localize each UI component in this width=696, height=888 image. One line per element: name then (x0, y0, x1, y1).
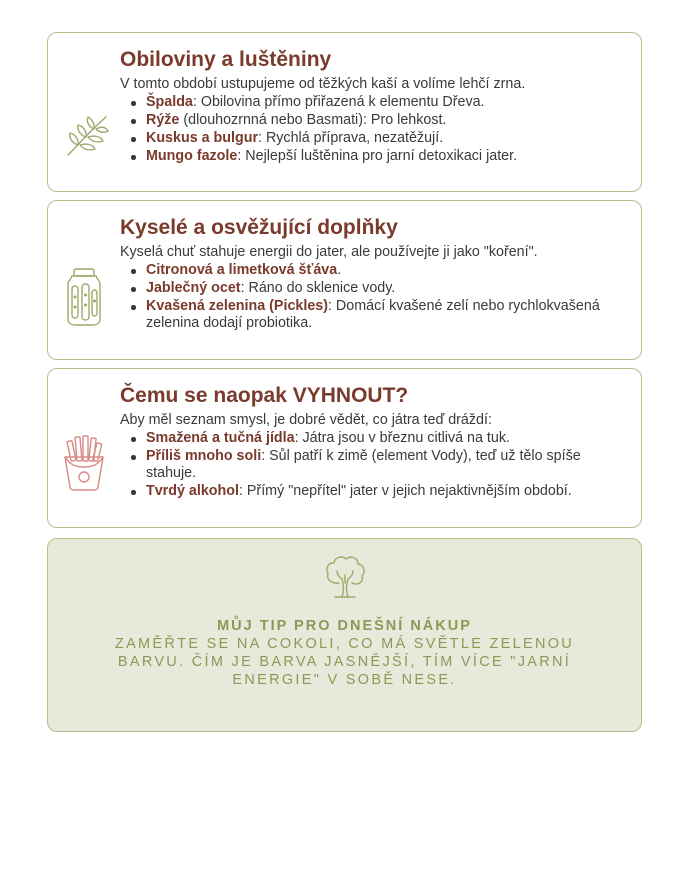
item-list (120, 430, 625, 500)
item-term: Příliš mnoho soli (146, 448, 262, 465)
section-card-sour (47, 200, 642, 360)
tip-box (47, 538, 642, 732)
list-item (146, 483, 625, 500)
section-title: Čemu se naopak VYHNOUT? (120, 384, 409, 407)
list-item (146, 112, 625, 129)
item-term: Kuskus a bulgur (146, 130, 259, 147)
item-term: Mungo fazole (146, 148, 238, 165)
list-item (146, 130, 625, 147)
tip-text: ZAMĚŘTE SE NA COKOLI, CO MÁ SVĚTLE ZELENOU BARVU. ČÍM JE BARVA JASNĚJŠÍ, TÍM VÍCE "JARNÍ ENERGIE" V SOBĚ NESE. (114, 636, 575, 688)
item-term: Citronová a limetková šťáva (146, 262, 338, 279)
item-text: : Přímý "nepřítel" jater v jejich nejaktivnějším období. (238, 483, 572, 500)
section-intro: V tomto období ustupujeme od těžkých kaší a volíme lehčí zrna. (120, 76, 526, 93)
item-term: Jablečný ocet (146, 280, 241, 297)
item-text: : Játra jsou v březnu citlivá na tuk. (294, 430, 510, 447)
item-term: Špalda (146, 94, 193, 111)
item-term: Smažená a tučná jídla (146, 430, 295, 447)
item-text: : Sůl patří k zimě (element Vody), teď už tělo spíše stahuje. (146, 448, 581, 482)
list-item (146, 280, 625, 297)
tree-icon (323, 553, 367, 604)
item-text: : Nejlepší luštěnina pro jarní detoxikaci jater. (237, 148, 518, 165)
section-card-grains (47, 32, 642, 192)
list-item (146, 94, 625, 111)
french-fries-icon (62, 435, 106, 496)
herb-sprig-icon (62, 111, 112, 166)
section-title: Kyselé a osvěžující doplňky (120, 216, 398, 239)
item-list (120, 94, 625, 165)
pickle-jar-icon (62, 267, 106, 332)
list-item (146, 298, 625, 332)
item-text: : Domácí kvašené zelí nebo rychlokvašená zelenina dodají probiotika. (146, 298, 600, 332)
tip-title: MŮJ TIP PRO DNEŠNÍ NÁKUP (217, 618, 472, 634)
item-term: Kvašená zelenina (Pickles) (146, 298, 328, 315)
list-item (146, 148, 625, 165)
list-item (146, 262, 625, 279)
item-text: : Rychlá příprava, nezatěžují. (258, 130, 444, 147)
section-title: Obiloviny a luštěniny (120, 48, 332, 71)
item-text: . (337, 262, 342, 279)
list-item (146, 430, 625, 447)
item-term: Tvrdý alkohol (146, 483, 239, 500)
section-intro: Aby měl seznam smysl, je dobré vědět, co játra teď dráždí: (120, 412, 492, 429)
item-list (120, 262, 625, 332)
list-item (146, 448, 625, 482)
section-card-avoid (47, 368, 642, 528)
item-text: : Obilovina přímo přiřazená k elementu Dřeva. (192, 94, 485, 111)
section-intro: Kyselá chuť stahuje energii do jater, ale používejte ji jako "koření". (120, 244, 538, 261)
item-term: Rýže (146, 112, 180, 129)
item-text: : Ráno do sklenice vody. (240, 280, 396, 297)
item-text: (dlouhozrnná nebo Basmati): Pro lehkost. (179, 112, 447, 129)
